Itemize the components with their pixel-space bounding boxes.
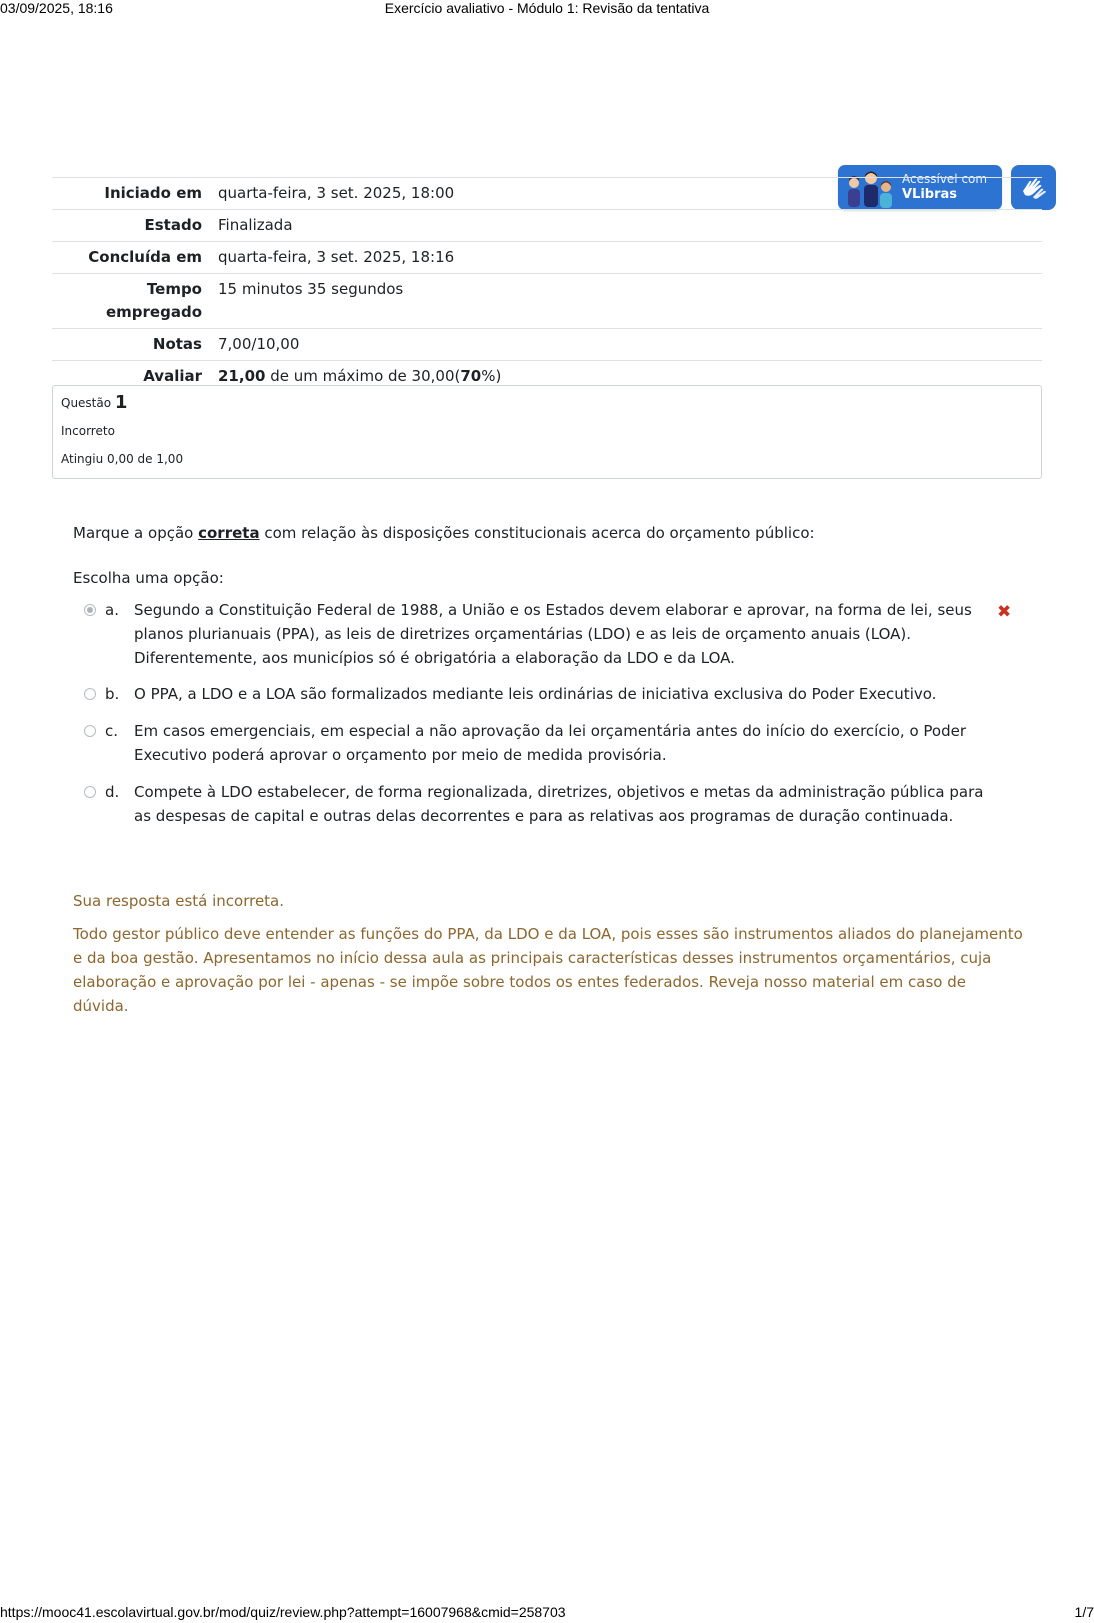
grade-end: %) — [481, 367, 502, 385]
started-label: Iniciado em — [52, 178, 210, 210]
summary-row-completed — [52, 242, 1042, 274]
question-number-value: 1 — [114, 392, 128, 413]
question-text-after: com relação às disposições constitucionais acerca do orçamento público: — [259, 524, 815, 542]
summary-row-time — [52, 274, 1042, 329]
summary-row-marks — [52, 329, 1042, 361]
marks-value: 7,00/10,00 — [210, 329, 1042, 361]
question-status: Incorreto — [61, 424, 115, 438]
answer-text: Segundo a Constituição Federal de 1988, a União e os Estados devem elaborar e aprovar, na forma de lei, seus planos plurianuais (PPA), as leis de diretrizes orçamentárias (LDO) e as leis de orçamento anuais (LOA). Diferentemente, aos municípios só é obrigatória a elaboração da LDO e da LOA. — [134, 601, 972, 667]
feedback-text: Todo gestor público deve entender as funções do PPA, da LDO e da LOA, pois esses são instrumentos aliados do planejamento e da boa gestão. Apresentamos no início dessa aula as principais características desses instrumentos orçamentários, cuja elaboração e aprovação por lei - apenas - se impõe sobre todos os entes federados. Reveja nosso material em caso de dúvida. — [73, 925, 1023, 1015]
print-header — [0, 0, 1094, 16]
print-datetime: 03/09/2025, 18:16 — [0, 0, 113, 16]
radio-a-checked[interactable] — [84, 604, 96, 616]
answer-prompt: Escolha uma opção: — [73, 569, 224, 587]
answer-letter: c. — [105, 722, 119, 740]
radio-d[interactable] — [84, 786, 96, 798]
answer-letter: b. — [105, 685, 120, 703]
print-url: https://mooc41.escolavirtual.gov.br/mod/quiz/review.php?attempt=16007968&cmid=258703 — [0, 1604, 566, 1620]
question-label: Questão — [61, 396, 112, 410]
summary-row-state — [52, 210, 1042, 242]
print-page-number: 1/7 — [1074, 1604, 1094, 1620]
radio-b[interactable] — [84, 688, 96, 700]
started-value: quarta-feira, 3 set. 2025, 18:00 — [210, 178, 1042, 210]
answer-text: O PPA, a LDO e a LOA são formalizados mediante leis ordinárias de iniciativa exclusiva do Poder Executivo. — [134, 685, 937, 703]
answer-letter: a. — [105, 601, 119, 619]
completed-label: Concluída em — [52, 242, 210, 274]
question-number — [61, 392, 127, 413]
completed-value: quarta-feira, 3 set. 2025, 18:16 — [210, 242, 1042, 274]
grade-label: Avaliar — [52, 361, 210, 393]
print-title: Exercício avaliativo - Módulo 1: Revisão da tentativa — [384, 0, 710, 16]
feedback-status: Sua resposta está incorreta. — [73, 892, 285, 910]
summary-row-started — [52, 178, 1042, 210]
question-info-box — [52, 385, 1042, 479]
answer-text: Compete à LDO estabelecer, de forma regionalizada, diretrizes, objetivos e metas da administração pública para as despesas de capital e outras delas decorrentes e para as relativas aos programas de duração continuada. — [134, 783, 984, 825]
answer-letter: d. — [105, 783, 120, 801]
marks-label: Notas — [52, 329, 210, 361]
answer-text: Em casos emergenciais, em especial a não aprovação da lei orçamentária antes do início do exercício, o Poder Executivo poderá aprovar o orçamento por meio de medida provisória. — [134, 722, 967, 764]
vlibras-line2: VLibras — [902, 187, 958, 202]
print-footer — [0, 1604, 1094, 1620]
vlibras-line1: Acessível com — [902, 172, 988, 186]
state-value: Finalizada — [210, 210, 1042, 242]
grade-percent: 70 — [460, 367, 482, 385]
attempt-summary-table — [52, 177, 1042, 392]
answer-feedback — [73, 889, 1023, 1018]
question-text-before: Marque a opção — [73, 524, 199, 542]
question-mark: Atingiu 0,00 de 1,00 — [61, 452, 184, 466]
time-label-line2: empregado — [105, 303, 202, 321]
question-text — [73, 521, 815, 545]
radio-c[interactable] — [84, 725, 96, 737]
time-value: 15 minutos 35 segundos — [210, 274, 1042, 329]
question-text-emphasis: correta — [198, 524, 260, 542]
time-label — [52, 274, 210, 329]
incorrect-x-icon: ✖ — [997, 602, 1012, 622]
state-label: Estado — [52, 210, 210, 242]
grade-middle: de um máximo de 30,00( — [265, 367, 461, 385]
time-label-line1: Tempo — [146, 280, 202, 298]
grade-score: 21,00 — [218, 367, 266, 385]
